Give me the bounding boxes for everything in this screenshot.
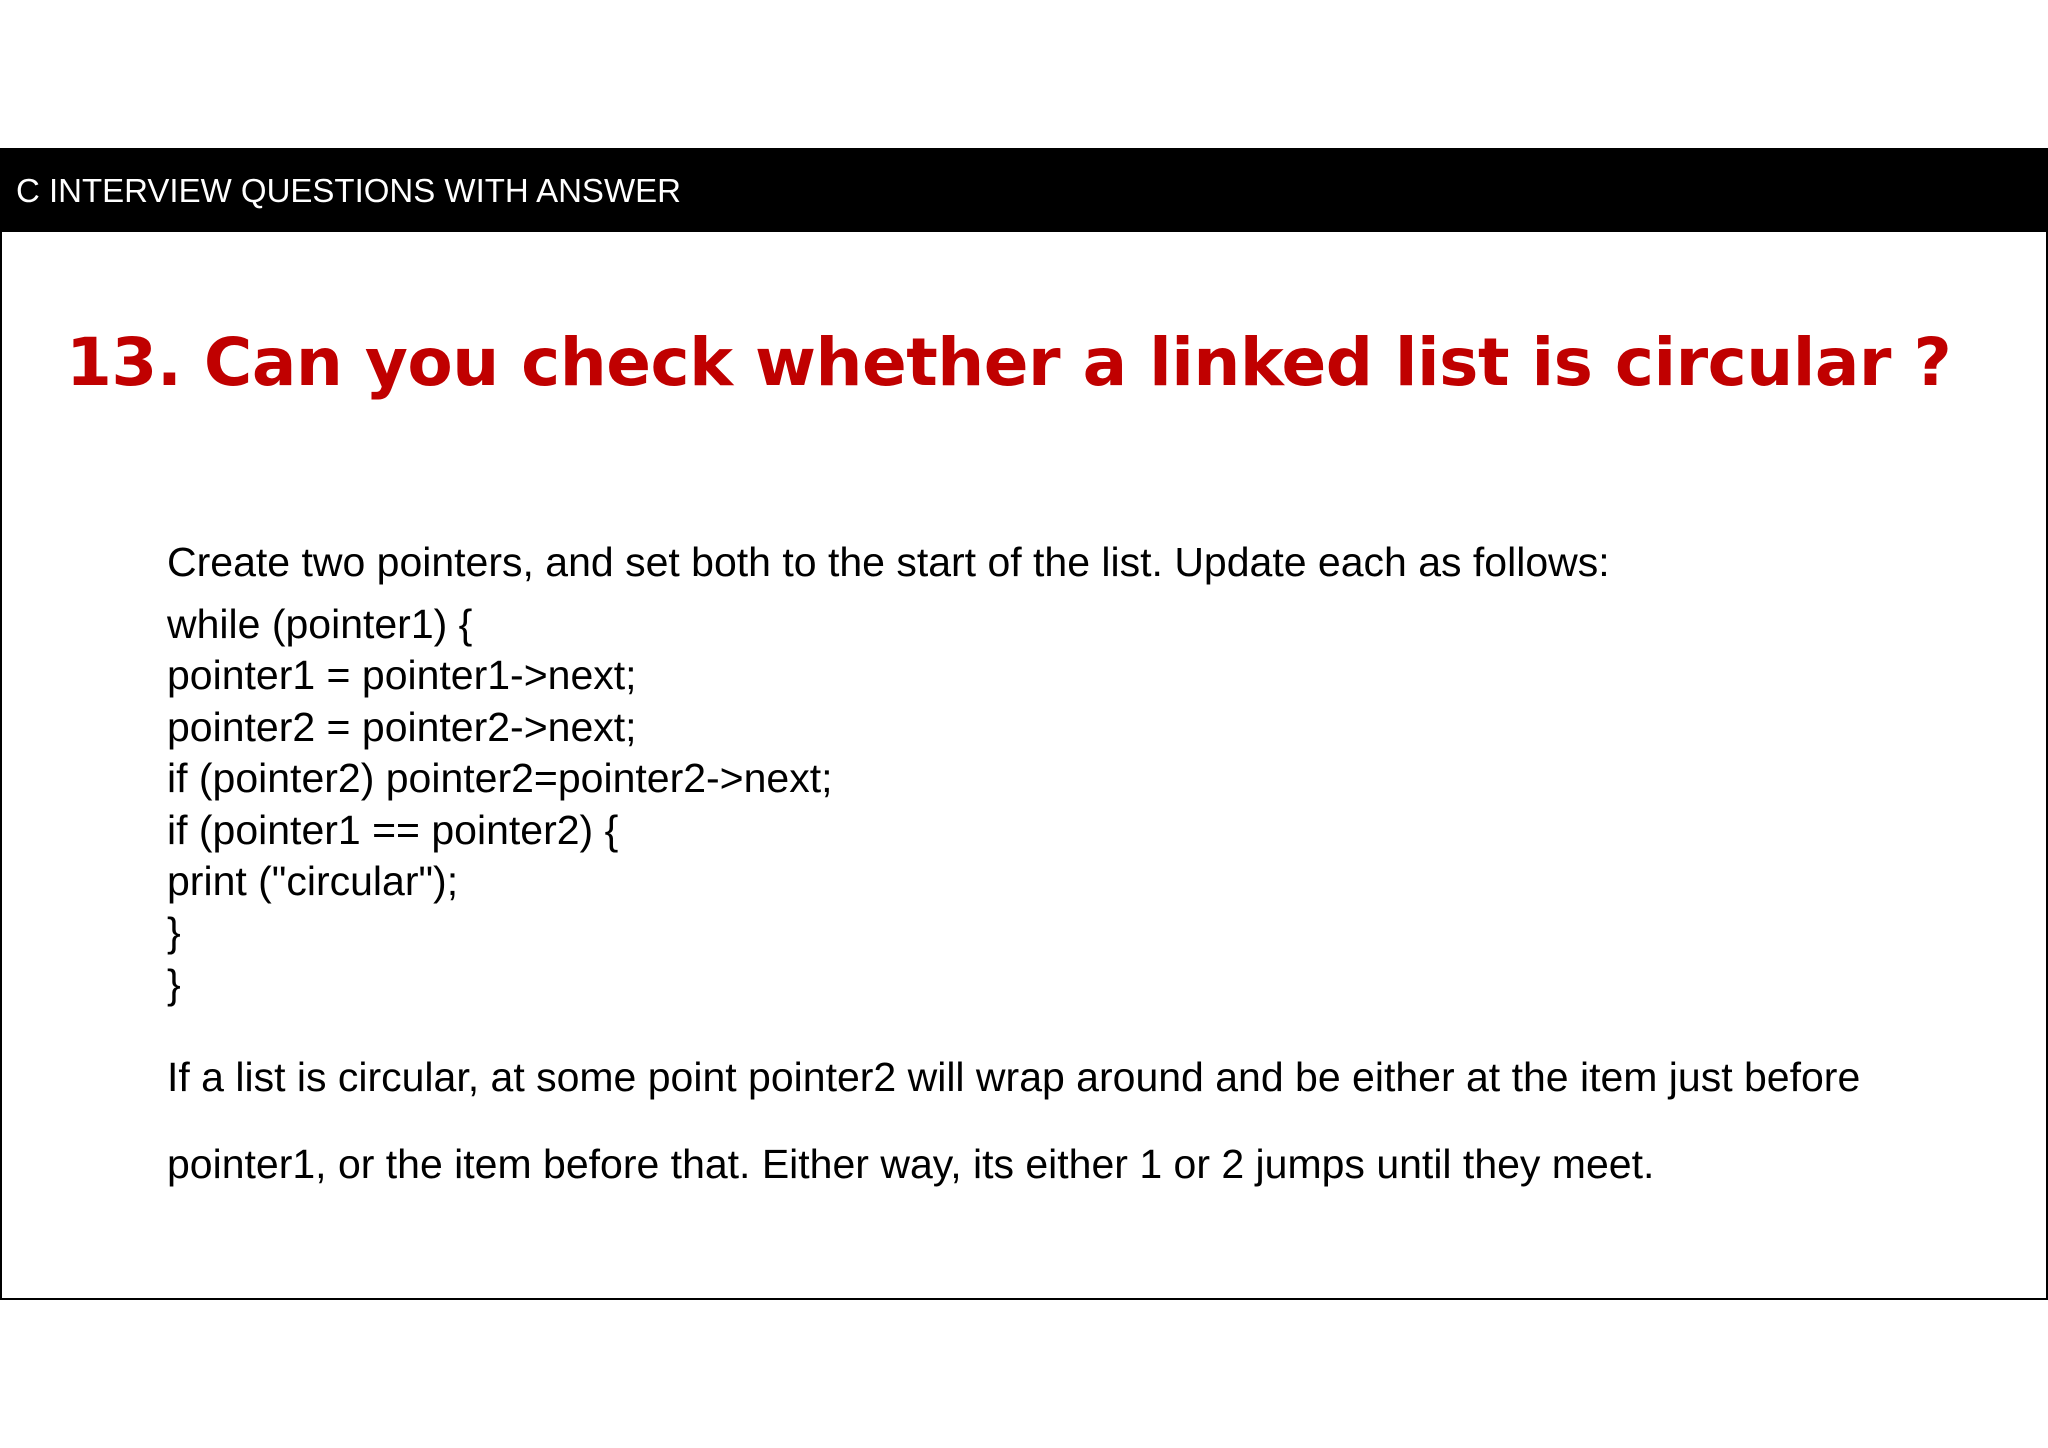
code-line: if (pointer2) pointer2=pointer2->next; bbox=[167, 755, 833, 802]
code-line: pointer1 = pointer1->next; bbox=[167, 652, 637, 699]
code-line: pointer2 = pointer2->next; bbox=[167, 703, 637, 750]
code-line: if (pointer1 == pointer2) { bbox=[167, 806, 619, 853]
code-line: print ("circular"); bbox=[167, 858, 459, 905]
answer-intro: Create two pointers, and set both to the start of the list. Update each as follows: bbox=[167, 539, 1610, 585]
question-title: 13. Can you check whether a linked list is circular ? bbox=[66, 324, 1952, 401]
answer-explanation: If a list is circular, at some point pointer2 will wrap around and be either at the item just before pointer1, or the item before that. Either way, its either 1 or 2 jumps until they meet. bbox=[167, 1054, 1861, 1188]
code-line: while (pointer1) { bbox=[167, 601, 473, 647]
header-title: C INTERVIEW QUESTIONS WITH ANSWER bbox=[16, 172, 681, 209]
header-bar bbox=[0, 148, 2048, 232]
code-block bbox=[167, 599, 1967, 1010]
code-line: } bbox=[167, 960, 181, 1007]
code-line: } bbox=[167, 909, 181, 956]
answer-body bbox=[167, 534, 1967, 1208]
